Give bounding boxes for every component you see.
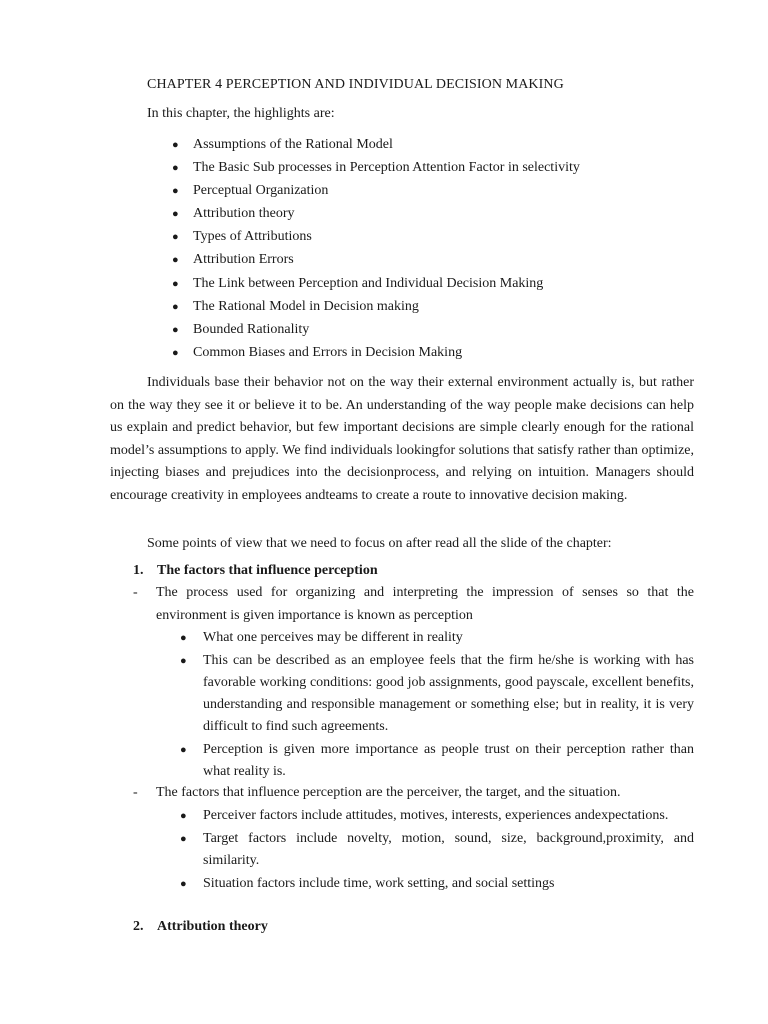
dash-marker: - xyxy=(133,785,138,800)
list-item xyxy=(0,828,694,872)
body-paragraph: Individuals base their behavior not on the way their external environment actually is, but rather on the way they see it or believe it to be. An understanding of the way people make decisions can help us explain and predict behavior, but few important decisions are simple clearly enough for the rational model’s assumptions to apply. We find individuals lookingfor solutions that satisfy rather than optimize, injecting biases and prejudices into the decisionprocess, and relying on intuition. Managers should encourage creativity in employees andteams to create a route to innovative decision making. xyxy=(110,375,694,503)
section-title: The factors that influence perception xyxy=(157,563,378,578)
list-item-text: Attribution Errors xyxy=(193,252,294,268)
list-item-text: Types of Attributions xyxy=(193,229,312,245)
list-item xyxy=(0,251,768,274)
list-item xyxy=(0,136,768,159)
list-item-text: The Link between Perception and Individual Decision Making xyxy=(193,275,544,291)
list-item-text: What one perceives may be different in reality xyxy=(203,630,463,645)
section-number: 2. xyxy=(133,919,144,934)
list-item-text: Assumptions of the Rational Model xyxy=(193,137,393,152)
dash-item xyxy=(133,582,694,627)
sub-bullet-list xyxy=(0,805,768,896)
list-item-text: Common Biases and Errors in Decision Making xyxy=(193,344,463,360)
list-item-text: Perception is given more importance as people trust on their perception rather than what reality is. xyxy=(203,742,694,779)
section-heading xyxy=(133,918,268,936)
section-number: 1. xyxy=(133,563,144,578)
chapter-title: CHAPTER 4 PERCEPTION AND INDIVIDUAL DECISION MAKING xyxy=(147,77,564,92)
bullet-icon: ● xyxy=(172,346,179,359)
section-title: Attribution theory xyxy=(157,919,268,934)
sub-bullet-list xyxy=(0,627,768,784)
list-item xyxy=(0,627,694,649)
list-item xyxy=(0,739,694,783)
list-item xyxy=(0,159,768,182)
highlights-list xyxy=(0,136,768,367)
bullet-icon: ● xyxy=(172,277,179,290)
bullet-icon: ● xyxy=(180,655,187,667)
list-item-text: Attribution theory xyxy=(193,206,295,222)
dash-marker: - xyxy=(133,585,138,600)
list-item-text: Situation factors include time, work setting, and social settings xyxy=(203,876,555,891)
list-item xyxy=(0,298,768,321)
list-item xyxy=(0,275,768,298)
section-heading xyxy=(133,562,378,580)
list-item xyxy=(0,873,694,895)
bullet-icon: ● xyxy=(180,810,187,822)
bullet-icon: ● xyxy=(172,231,179,244)
list-item-text: The Rational Model in Decision making xyxy=(193,298,419,314)
list-item-text: The Basic Sub processes in Perception Attention Factor in selectivity xyxy=(193,160,580,176)
list-item-text: Perceiver factors include attitudes, motives, interests, experiences andexpectations. xyxy=(203,808,669,823)
dash-item-text: The factors that influence perception are the perceiver, the target, and the situation. xyxy=(156,785,621,800)
bullet-icon: ● xyxy=(180,878,187,890)
list-item xyxy=(0,650,694,738)
list-item xyxy=(0,344,768,367)
list-item xyxy=(0,205,768,228)
list-item-text: Bounded Rationality xyxy=(193,321,310,337)
bullet-icon: ● xyxy=(180,833,187,845)
bullet-icon: ● xyxy=(172,323,179,336)
list-item xyxy=(0,182,768,205)
list-item-text: This can be described as an employee feels that the firm he/she is working with has favorable working conditions: good job assignments, good payscale, excellent benefits, understanding and responsible management or something else; but in reality, it is very difficult to find such agreements. xyxy=(203,653,694,734)
bullet-icon: ● xyxy=(172,208,179,221)
bullet-icon: ● xyxy=(180,744,187,756)
bullet-icon: ● xyxy=(172,254,179,267)
bullet-icon: ● xyxy=(172,162,179,175)
list-item xyxy=(0,805,694,827)
list-item xyxy=(0,321,768,344)
bullet-icon: ● xyxy=(172,185,179,198)
intro-text: In this chapter, the highlights are: xyxy=(147,106,335,121)
bullet-icon: ● xyxy=(172,139,179,151)
list-item-text: Perceptual Organization xyxy=(193,183,329,199)
dash-item-text: The process used for organizing and interpreting the impression of senses so that the environment is given importance is known as perception xyxy=(156,585,694,623)
bullet-icon: ● xyxy=(180,632,187,644)
body-paragraph: Some points of view that we need to focus on after read all the slide of the chapter: xyxy=(147,536,612,551)
bullet-icon: ● xyxy=(172,300,179,313)
list-item xyxy=(0,228,768,251)
list-item-text: Target factors include novelty, motion, sound, size, background,proximity, and similarity. xyxy=(203,831,694,868)
dash-item xyxy=(133,782,694,805)
